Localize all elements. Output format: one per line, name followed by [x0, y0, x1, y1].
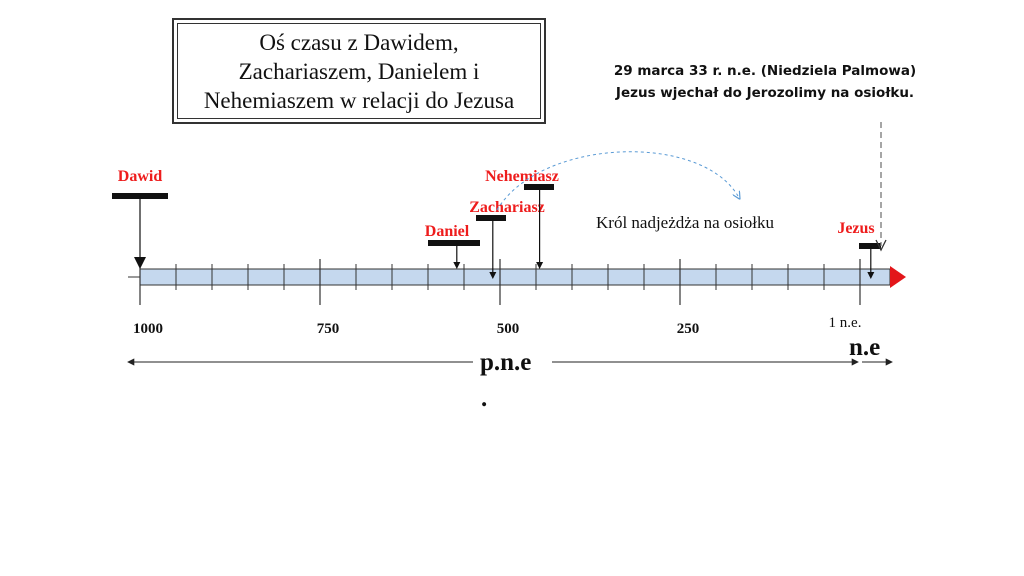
tick-label: 250 [676, 321, 700, 337]
bc-label-dot: . [481, 385, 488, 412]
person-label-nehemiasz: Nehemiasz [485, 168, 559, 185]
tick-label: 1 n.e. [828, 315, 862, 331]
tick-label: 750 [316, 321, 340, 337]
timeline-arrow-head [890, 266, 906, 288]
person-arrowhead-daniel [453, 262, 460, 269]
person-label-jezus: Jezus [837, 220, 875, 237]
arc-label: Król nadjeżdża na osiołku [596, 213, 774, 232]
person-label-daniel: Daniel [424, 223, 470, 240]
person-arrowhead-nehemiasz [536, 262, 543, 269]
diagram-title: Oś czasu z Dawidem, Zachariaszem, Danielem i Nehemiaszem w relacji do Jezusa [203, 29, 515, 113]
person-label-zachariasz: Zachariasz [469, 199, 545, 216]
bc-label: p.n.e [480, 349, 532, 376]
note-line-2: Jezus wjechał do Jerozolimy na osiołku. [615, 85, 915, 101]
ad-label: n.e [849, 334, 881, 361]
person-arrowhead-dawid [134, 257, 146, 269]
tick-label: 1000 [133, 321, 163, 337]
timeline-bar [140, 269, 890, 285]
person-label-dawid: Dawid [117, 168, 163, 185]
tick-label: 500 [496, 321, 520, 337]
note-line-1: 29 marca 33 r. n.e. (Niedziela Palmowa) [613, 63, 917, 79]
